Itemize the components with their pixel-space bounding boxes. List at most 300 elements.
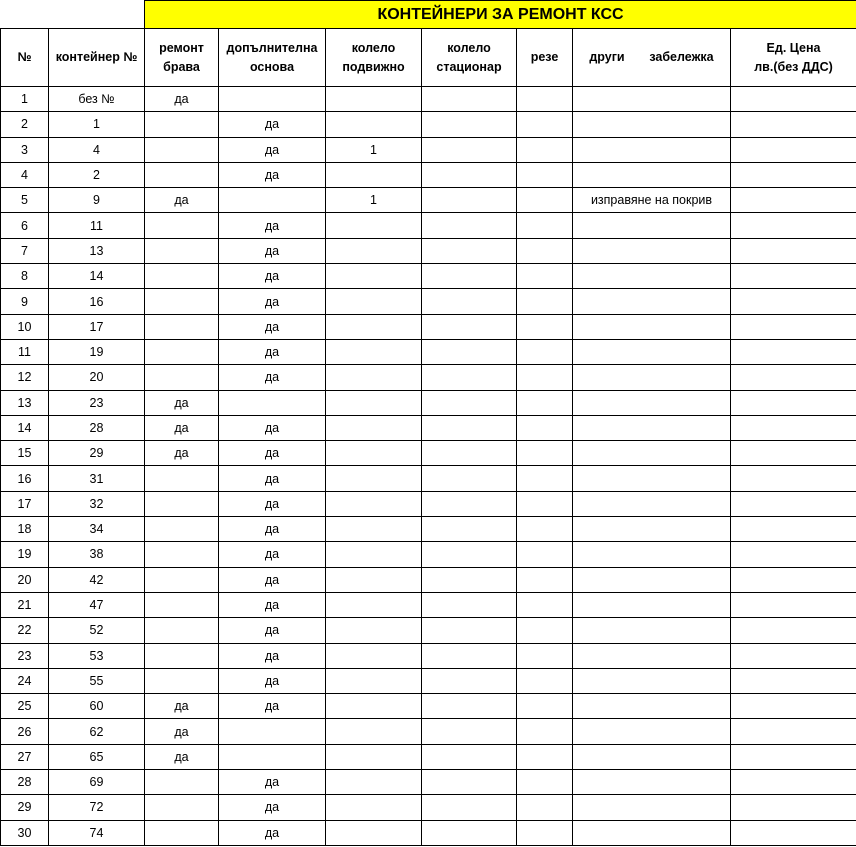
cell-lock-repair[interactable] (145, 162, 219, 187)
cell-extra-base[interactable]: да (219, 238, 326, 263)
cell-latch[interactable] (517, 820, 573, 845)
cell-unit-price[interactable] (731, 567, 856, 592)
header-note: забележка (649, 50, 714, 64)
cell-latch[interactable] (517, 87, 573, 112)
cell-number[interactable]: 21 (1, 592, 49, 617)
cell-container[interactable]: 9 (49, 188, 145, 213)
cell-container[interactable]: 23 (49, 390, 145, 415)
table-row (1, 264, 856, 289)
cell-unit-price[interactable] (731, 137, 856, 162)
cell-container[interactable]: 42 (49, 567, 145, 592)
cell-number[interactable]: 7 (1, 238, 49, 263)
header-base-line1: допълнителна (226, 40, 318, 55)
table-row (1, 162, 856, 187)
cell-extra-base[interactable]: да (219, 517, 326, 542)
cell-number[interactable]: 25 (1, 694, 49, 719)
header-row (1, 29, 856, 87)
cell-wheel-fixed[interactable] (422, 719, 517, 744)
cell-wheel-moving[interactable]: 1 (326, 188, 422, 213)
cell-latch[interactable] (517, 314, 573, 339)
cell-extra-base[interactable]: да (219, 770, 326, 795)
table-row (1, 592, 856, 617)
cell-number[interactable]: 2 (1, 112, 49, 137)
cell-unit-price[interactable] (731, 795, 856, 820)
cell-container[interactable]: 62 (49, 719, 145, 744)
cell-wheel-moving[interactable] (326, 112, 422, 137)
title-row (1, 1, 856, 29)
cell-unit-price[interactable] (731, 264, 856, 289)
cell-extra-base[interactable]: да (219, 668, 326, 693)
cell-extra-base[interactable]: да (219, 162, 326, 187)
cell-number[interactable]: 19 (1, 542, 49, 567)
header-other-note[interactable] (573, 29, 731, 87)
cell-wheel-moving[interactable] (326, 643, 422, 668)
cell-unit-price[interactable] (731, 466, 856, 491)
cell-unit-price[interactable] (731, 719, 856, 744)
cell-note[interactable] (573, 213, 731, 238)
cell-container[interactable]: 65 (49, 744, 145, 769)
table-row (1, 466, 856, 491)
cell-wheel-fixed[interactable] (422, 466, 517, 491)
cell-latch[interactable] (517, 542, 573, 567)
cell-unit-price[interactable] (731, 542, 856, 567)
cell-lock-repair[interactable]: да (145, 719, 219, 744)
cell-unit-price[interactable] (731, 491, 856, 516)
cell-unit-price[interactable] (731, 415, 856, 440)
cell-lock-repair[interactable] (145, 365, 219, 390)
cell-wheel-moving[interactable] (326, 365, 422, 390)
table-row (1, 289, 856, 314)
cell-note[interactable] (573, 137, 731, 162)
cell-wheel-fixed[interactable] (422, 542, 517, 567)
cell-container[interactable]: 14 (49, 264, 145, 289)
cell-lock-repair[interactable] (145, 618, 219, 643)
cell-lock-repair[interactable] (145, 491, 219, 516)
cell-wheel-moving[interactable] (326, 238, 422, 263)
cell-wheel-moving[interactable] (326, 795, 422, 820)
cell-latch[interactable] (517, 795, 573, 820)
cell-container[interactable]: 34 (49, 517, 145, 542)
cell-container[interactable]: без № (49, 87, 145, 112)
cell-note[interactable] (573, 618, 731, 643)
cell-latch[interactable] (517, 365, 573, 390)
cell-unit-price[interactable] (731, 213, 856, 238)
cell-wheel-fixed[interactable] (422, 289, 517, 314)
cell-container[interactable]: 28 (49, 415, 145, 440)
cell-lock-repair[interactable] (145, 466, 219, 491)
cell-number[interactable]: 26 (1, 719, 49, 744)
cell-wheel-moving[interactable] (326, 744, 422, 769)
cell-container[interactable]: 29 (49, 441, 145, 466)
cell-extra-base[interactable]: да (219, 415, 326, 440)
cell-latch[interactable] (517, 137, 573, 162)
cell-unit-price[interactable] (731, 694, 856, 719)
cell-wheel-moving[interactable] (326, 668, 422, 693)
cell-wheel-moving[interactable] (326, 542, 422, 567)
cell-unit-price[interactable] (731, 618, 856, 643)
cell-container[interactable]: 38 (49, 542, 145, 567)
cell-lock-repair[interactable] (145, 643, 219, 668)
cell-extra-base[interactable]: да (219, 567, 326, 592)
cell-wheel-fixed[interactable] (422, 390, 517, 415)
cell-extra-base[interactable]: да (219, 137, 326, 162)
cell-container[interactable]: 53 (49, 643, 145, 668)
table-row (1, 441, 856, 466)
cell-container[interactable]: 19 (49, 339, 145, 364)
cell-note[interactable] (573, 542, 731, 567)
cell-extra-base[interactable]: да (219, 643, 326, 668)
cell-unit-price[interactable] (731, 770, 856, 795)
cell-wheel-fixed[interactable] (422, 517, 517, 542)
cell-lock-repair[interactable] (145, 592, 219, 617)
cell-unit-price[interactable] (731, 188, 856, 213)
cell-lock-repair[interactable] (145, 314, 219, 339)
cell-wheel-moving[interactable] (326, 592, 422, 617)
cell-container[interactable]: 13 (49, 238, 145, 263)
cell-container[interactable]: 74 (49, 820, 145, 845)
cell-unit-price[interactable] (731, 339, 856, 364)
cell-wheel-moving[interactable] (326, 517, 422, 542)
cell-note[interactable] (573, 491, 731, 516)
cell-note[interactable] (573, 643, 731, 668)
cell-note[interactable] (573, 441, 731, 466)
cell-number[interactable]: 16 (1, 466, 49, 491)
table-row (1, 668, 856, 693)
cell-unit-price[interactable] (731, 112, 856, 137)
cell-note[interactable] (573, 314, 731, 339)
table-row (1, 820, 856, 845)
cell-wheel-fixed[interactable] (422, 339, 517, 364)
cell-wheel-fixed[interactable] (422, 314, 517, 339)
cell-latch[interactable] (517, 770, 573, 795)
cell-lock-repair[interactable] (145, 517, 219, 542)
cell-lock-repair[interactable] (145, 137, 219, 162)
cell-wheel-fixed[interactable] (422, 770, 517, 795)
cell-number[interactable]: 8 (1, 264, 49, 289)
cell-extra-base[interactable]: да (219, 491, 326, 516)
cell-unit-price[interactable] (731, 238, 856, 263)
cell-number[interactable]: 3 (1, 137, 49, 162)
cell-lock-repair[interactable]: да (145, 188, 219, 213)
cell-container[interactable]: 72 (49, 795, 145, 820)
cell-wheel-fixed[interactable] (422, 415, 517, 440)
header-wm-line2: подвижно (342, 59, 405, 74)
header-wheel-fixed[interactable] (422, 29, 517, 87)
cell-wheel-moving[interactable] (326, 820, 422, 845)
cell-latch[interactable] (517, 719, 573, 744)
cell-note[interactable] (573, 162, 731, 187)
cell-lock-repair[interactable]: да (145, 694, 219, 719)
cell-wheel-moving[interactable] (326, 87, 422, 112)
cell-latch[interactable] (517, 744, 573, 769)
cell-extra-base[interactable]: да (219, 264, 326, 289)
cell-extra-base[interactable] (219, 390, 326, 415)
cell-wheel-moving[interactable] (326, 390, 422, 415)
cell-note[interactable] (573, 112, 731, 137)
cell-latch[interactable] (517, 390, 573, 415)
cell-extra-base[interactable]: да (219, 365, 326, 390)
cell-latch[interactable] (517, 339, 573, 364)
cell-lock-repair[interactable] (145, 112, 219, 137)
cell-latch[interactable] (517, 517, 573, 542)
cell-container[interactable]: 11 (49, 213, 145, 238)
cell-latch[interactable] (517, 415, 573, 440)
cell-wheel-fixed[interactable] (422, 87, 517, 112)
cell-note[interactable] (573, 744, 731, 769)
cell-wheel-fixed[interactable] (422, 643, 517, 668)
cell-wheel-fixed[interactable] (422, 618, 517, 643)
cell-number[interactable]: 15 (1, 441, 49, 466)
header-wf-line1: колело (447, 40, 491, 55)
cell-note[interactable] (573, 339, 731, 364)
cell-latch[interactable] (517, 668, 573, 693)
cell-container[interactable]: 16 (49, 289, 145, 314)
cell-container[interactable]: 31 (49, 466, 145, 491)
cell-number[interactable]: 29 (1, 795, 49, 820)
cell-lock-repair[interactable]: да (145, 390, 219, 415)
cell-note[interactable] (573, 719, 731, 744)
cell-latch[interactable] (517, 238, 573, 263)
cell-number[interactable]: 20 (1, 567, 49, 592)
cell-container[interactable]: 47 (49, 592, 145, 617)
cell-wheel-fixed[interactable] (422, 112, 517, 137)
cell-number[interactable]: 13 (1, 390, 49, 415)
cell-wheel-fixed[interactable] (422, 162, 517, 187)
cell-unit-price[interactable] (731, 162, 856, 187)
cell-unit-price[interactable] (731, 87, 856, 112)
sheet-title[interactable]: КОНТЕЙНЕРИ ЗА РЕМОНТ КСС (145, 1, 856, 29)
cell-number[interactable]: 27 (1, 744, 49, 769)
cell-note[interactable] (573, 770, 731, 795)
cell-extra-base[interactable]: да (219, 820, 326, 845)
cell-latch[interactable] (517, 112, 573, 137)
cell-latch[interactable] (517, 567, 573, 592)
cell-wheel-fixed[interactable] (422, 365, 517, 390)
cell-wheel-moving[interactable] (326, 213, 422, 238)
cell-lock-repair[interactable] (145, 289, 219, 314)
cell-container[interactable]: 69 (49, 770, 145, 795)
cell-latch[interactable] (517, 618, 573, 643)
cell-extra-base[interactable]: да (219, 441, 326, 466)
cell-note[interactable] (573, 390, 731, 415)
cell-note[interactable] (573, 289, 731, 314)
cell-wheel-moving[interactable] (326, 415, 422, 440)
cell-latch[interactable] (517, 491, 573, 516)
cell-container[interactable]: 1 (49, 112, 145, 137)
cell-container[interactable]: 2 (49, 162, 145, 187)
cell-extra-base[interactable]: да (219, 339, 326, 364)
cell-latch[interactable] (517, 694, 573, 719)
cell-lock-repair[interactable] (145, 339, 219, 364)
cell-wheel-fixed[interactable] (422, 264, 517, 289)
cell-lock-repair[interactable] (145, 264, 219, 289)
cell-lock-repair[interactable]: да (145, 415, 219, 440)
cell-latch[interactable] (517, 289, 573, 314)
cell-lock-repair[interactable] (145, 668, 219, 693)
cell-number[interactable]: 10 (1, 314, 49, 339)
cell-wheel-moving[interactable] (326, 719, 422, 744)
cell-extra-base[interactable]: да (219, 466, 326, 491)
cell-number[interactable]: 1 (1, 87, 49, 112)
cell-lock-repair[interactable] (145, 820, 219, 845)
cell-unit-price[interactable] (731, 744, 856, 769)
cell-container[interactable]: 52 (49, 618, 145, 643)
cell-container[interactable]: 4 (49, 137, 145, 162)
cell-number[interactable]: 4 (1, 162, 49, 187)
cell-note[interactable] (573, 87, 731, 112)
cell-wheel-fixed[interactable] (422, 213, 517, 238)
cell-wheel-fixed[interactable] (422, 188, 517, 213)
cell-number[interactable]: 6 (1, 213, 49, 238)
cell-note[interactable] (573, 517, 731, 542)
cell-latch[interactable] (517, 592, 573, 617)
cell-wheel-moving[interactable] (326, 162, 422, 187)
cell-wheel-fixed[interactable] (422, 567, 517, 592)
cell-wheel-moving[interactable] (326, 466, 422, 491)
cell-note[interactable] (573, 820, 731, 845)
cell-lock-repair[interactable] (145, 567, 219, 592)
table-row (1, 795, 856, 820)
cell-note[interactable] (573, 264, 731, 289)
cell-latch[interactable] (517, 466, 573, 491)
cell-unit-price[interactable] (731, 592, 856, 617)
cell-extra-base[interactable]: да (219, 213, 326, 238)
cell-unit-price[interactable] (731, 517, 856, 542)
cell-lock-repair[interactable] (145, 213, 219, 238)
cell-lock-repair[interactable] (145, 795, 219, 820)
cell-wheel-fixed[interactable] (422, 795, 517, 820)
cell-lock-repair[interactable] (145, 238, 219, 263)
cell-note[interactable] (573, 466, 731, 491)
cell-wheel-moving[interactable] (326, 441, 422, 466)
header-lock-repair[interactable] (145, 29, 219, 87)
header-price-line1: Ед. Цена (766, 40, 821, 55)
cell-number[interactable]: 11 (1, 339, 49, 364)
cell-number[interactable]: 23 (1, 643, 49, 668)
cell-unit-price[interactable] (731, 820, 856, 845)
header-number[interactable]: № (1, 29, 49, 87)
cell-note[interactable] (573, 592, 731, 617)
cell-note[interactable] (573, 238, 731, 263)
header-price-line2: лв.(без ДДС) (754, 59, 833, 74)
cell-number[interactable]: 22 (1, 618, 49, 643)
cell-number[interactable]: 14 (1, 415, 49, 440)
cell-number[interactable]: 24 (1, 668, 49, 693)
cell-wheel-moving[interactable] (326, 770, 422, 795)
cell-lock-repair[interactable] (145, 770, 219, 795)
cell-extra-base[interactable]: да (219, 795, 326, 820)
cell-note[interactable] (573, 365, 731, 390)
cell-number[interactable]: 30 (1, 820, 49, 845)
cell-wheel-fixed[interactable] (422, 668, 517, 693)
cell-latch[interactable] (517, 213, 573, 238)
header-container[interactable]: контейнер № (49, 29, 145, 87)
cell-wheel-fixed[interactable] (422, 592, 517, 617)
cell-unit-price[interactable] (731, 390, 856, 415)
cell-note[interactable] (573, 668, 731, 693)
cell-lock-repair[interactable]: да (145, 744, 219, 769)
cell-unit-price[interactable] (731, 365, 856, 390)
header-wheel-moving[interactable] (326, 29, 422, 87)
cell-unit-price[interactable] (731, 643, 856, 668)
cell-latch[interactable] (517, 264, 573, 289)
cell-container[interactable]: 55 (49, 668, 145, 693)
cell-extra-base[interactable] (219, 719, 326, 744)
cell-wheel-fixed[interactable] (422, 820, 517, 845)
cell-extra-base[interactable] (219, 744, 326, 769)
cell-wheel-moving[interactable] (326, 264, 422, 289)
cell-unit-price[interactable] (731, 314, 856, 339)
cell-number[interactable]: 12 (1, 365, 49, 390)
cell-wheel-moving[interactable] (326, 618, 422, 643)
cell-unit-price[interactable] (731, 441, 856, 466)
cell-wheel-moving[interactable]: 1 (326, 137, 422, 162)
header-extra-base[interactable] (219, 29, 326, 87)
cell-wheel-fixed[interactable] (422, 137, 517, 162)
table-row (1, 719, 856, 744)
cell-latch[interactable] (517, 162, 573, 187)
cell-container[interactable]: 20 (49, 365, 145, 390)
cell-extra-base[interactable]: да (219, 112, 326, 137)
cell-note[interactable]: изправяне на покрив (573, 188, 731, 213)
cell-wheel-fixed[interactable] (422, 491, 517, 516)
cell-extra-base[interactable]: да (219, 289, 326, 314)
cell-wheel-moving[interactable] (326, 314, 422, 339)
cell-extra-base[interactable]: да (219, 618, 326, 643)
cell-number[interactable]: 18 (1, 517, 49, 542)
cell-wheel-moving[interactable] (326, 339, 422, 364)
header-unit-price[interactable] (731, 29, 856, 87)
cell-number[interactable]: 9 (1, 289, 49, 314)
cell-extra-base[interactable] (219, 87, 326, 112)
cell-lock-repair[interactable]: да (145, 87, 219, 112)
cell-wheel-fixed[interactable] (422, 744, 517, 769)
cell-wheel-fixed[interactable] (422, 238, 517, 263)
cell-extra-base[interactable]: да (219, 592, 326, 617)
cell-number[interactable]: 28 (1, 770, 49, 795)
cell-container[interactable]: 60 (49, 694, 145, 719)
cell-extra-base[interactable]: да (219, 542, 326, 567)
cell-wheel-fixed[interactable] (422, 694, 517, 719)
cell-unit-price[interactable] (731, 668, 856, 693)
cell-note[interactable] (573, 415, 731, 440)
cell-latch[interactable] (517, 441, 573, 466)
cell-number[interactable]: 5 (1, 188, 49, 213)
cell-note[interactable] (573, 694, 731, 719)
cell-lock-repair[interactable] (145, 542, 219, 567)
cell-wheel-moving[interactable] (326, 567, 422, 592)
table-row (1, 238, 856, 263)
cell-note[interactable] (573, 567, 731, 592)
cell-wheel-fixed[interactable] (422, 441, 517, 466)
cell-extra-base[interactable]: да (219, 694, 326, 719)
header-latch[interactable]: резе (517, 29, 573, 87)
cell-latch[interactable] (517, 188, 573, 213)
table-row (1, 770, 856, 795)
cell-wheel-moving[interactable] (326, 289, 422, 314)
cell-note[interactable] (573, 795, 731, 820)
cell-lock-repair[interactable]: да (145, 441, 219, 466)
cell-wheel-moving[interactable] (326, 694, 422, 719)
cell-container[interactable]: 32 (49, 491, 145, 516)
cell-wheel-moving[interactable] (326, 491, 422, 516)
cell-container[interactable]: 17 (49, 314, 145, 339)
cell-extra-base[interactable]: да (219, 314, 326, 339)
cell-extra-base[interactable] (219, 188, 326, 213)
cell-unit-price[interactable] (731, 289, 856, 314)
cell-number[interactable]: 17 (1, 491, 49, 516)
cell-latch[interactable] (517, 643, 573, 668)
